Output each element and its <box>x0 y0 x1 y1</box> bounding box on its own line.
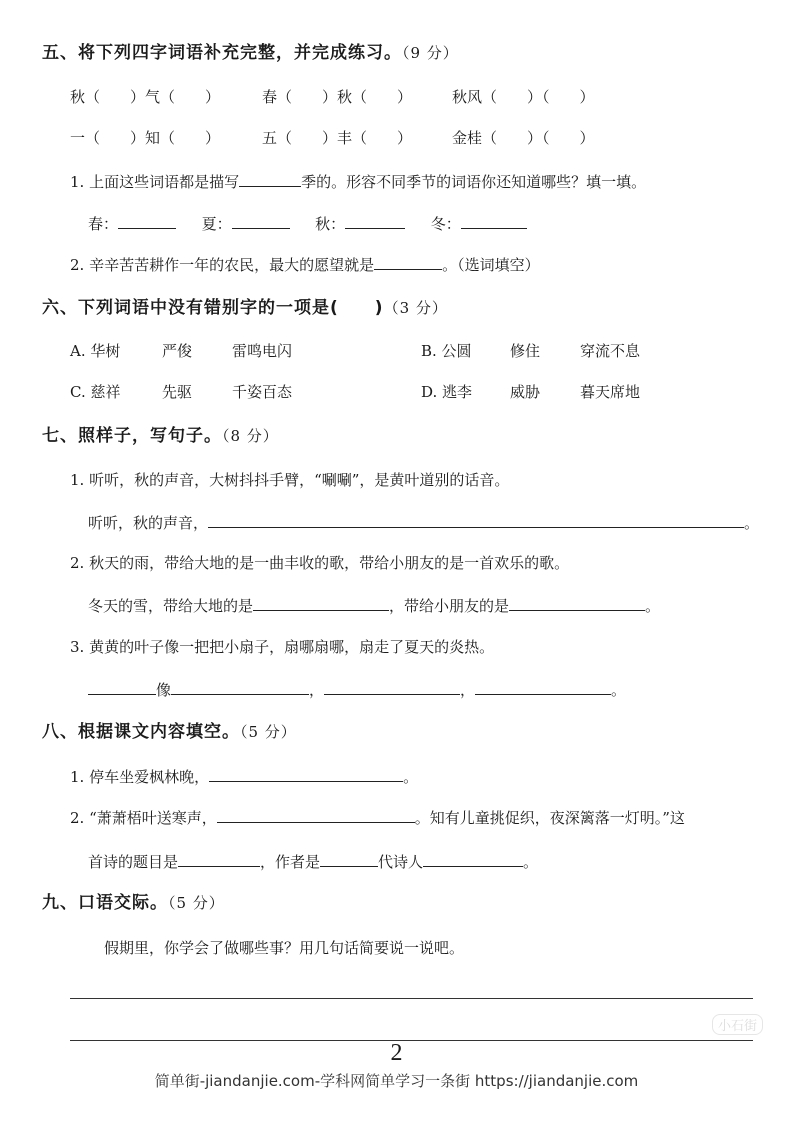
section-8-question-1 <box>70 765 418 788</box>
idiom-cell: 秋（ ）气（ ） <box>70 88 221 106</box>
answer-blank[interactable] <box>209 765 403 782</box>
option-b-word-2: 修住 <box>510 342 541 360</box>
season-label: 春： <box>88 215 119 233</box>
answer-blank[interactable] <box>320 850 378 867</box>
option-c-word-1: C. 慈祥 <box>70 383 121 401</box>
answer-blank[interactable] <box>374 253 442 270</box>
option-a-word-1: A. 华树 <box>70 342 121 360</box>
answer-blank[interactable] <box>461 212 527 229</box>
option-b-word-1: B. 公圆 <box>421 342 472 360</box>
period: 。 <box>611 681 627 699</box>
idiom-cell: 秋风（ ）（ ） <box>452 88 595 106</box>
idiom-cell: 五（ ）丰（ ） <box>262 129 413 147</box>
answer-blank[interactable] <box>88 678 156 695</box>
answer-blank[interactable] <box>208 511 744 528</box>
section-9-prompt: 假期里，你学会了做哪些事？用几句话简要说一说吧。 <box>104 939 465 957</box>
answer-blank[interactable] <box>509 594 645 611</box>
section-8-score: （5 分） <box>240 723 297 741</box>
answer-blank[interactable] <box>171 678 309 695</box>
section-9-heading <box>42 892 225 914</box>
section-7-question-2: 2. 秋天的雨，带给大地的是一曲丰收的歌，带给小朋友的是一首欢乐的歌。 <box>70 554 570 572</box>
answer-blank[interactable] <box>423 850 523 867</box>
question-text: 季的。形容不同季节的词语你还知道哪些？填一填。 <box>301 173 647 191</box>
section-7-question-3: 3. 黄黄的叶子像一把把小扇子，扇哪扇哪，扇走了夏天的炎热。 <box>70 638 495 656</box>
idiom-cell: 春（ ）秋（ ） <box>262 88 413 106</box>
answer-blank[interactable] <box>118 212 176 229</box>
section-9-title: 九、口语交际。 <box>42 893 168 913</box>
section-5-title: 五、将下列四字词语补充完整，并完成练习。 <box>42 43 402 63</box>
fill-prompt: 听听，秋的声音， <box>88 514 209 532</box>
writing-line[interactable] <box>70 998 753 999</box>
question-text: 1. 上面这些词语都是描写 <box>70 173 240 191</box>
section-5-question-2 <box>70 253 540 276</box>
option-a-word-2: 严俊 <box>162 342 193 360</box>
fill-prompt: 冬天的雪，带给大地的是 <box>88 597 254 615</box>
season-blanks <box>88 212 527 235</box>
question-text: 1. 停车坐爱枫林晚， <box>70 768 210 786</box>
option-c-word-2: 先驱 <box>162 383 193 401</box>
section-7-fill-2 <box>88 594 660 617</box>
season-label: 夏： <box>201 215 232 233</box>
season-label: 冬： <box>430 215 461 233</box>
fill-prompt: ，带给小朋友的是 <box>389 597 510 615</box>
section-5-score: （9 分） <box>402 44 459 62</box>
page-number: 2 <box>390 1040 403 1066</box>
section-5-question-1 <box>70 170 646 193</box>
option-d-word-2: 威胁 <box>510 383 541 401</box>
section-7-fill-1 <box>88 511 759 534</box>
section-6-heading <box>42 297 448 319</box>
section-7-score: （8 分） <box>222 427 279 445</box>
answer-blank[interactable] <box>217 806 415 823</box>
section-7-question-1: 1. 听听，秋的声音，大树抖抖手臂，“唰唰”，是黄叶道别的话音。 <box>70 471 510 489</box>
season-label: 秋： <box>315 215 346 233</box>
section-5-heading <box>42 42 459 64</box>
option-d-word-1: D. 逃李 <box>421 383 473 401</box>
period: 。 <box>744 514 760 532</box>
option-c-word-3: 千姿百态 <box>232 383 293 401</box>
section-7-heading <box>42 425 279 447</box>
question-text: 首诗的题目是 <box>88 853 179 871</box>
section-7-fill-3 <box>88 678 626 701</box>
section-6-title: 六、下列词语中没有错别字的一项是( <box>42 298 339 318</box>
question-text: 。知有儿童挑促织，夜深篱落一灯明。”这 <box>414 809 685 827</box>
comma: ， <box>309 681 325 699</box>
question-text: 2. “萧萧梧叶送寒声， <box>70 809 217 827</box>
answer-blank[interactable] <box>475 678 611 695</box>
fill-prompt: 像 <box>156 681 172 699</box>
section-7-title: 七、照样子，写句子。 <box>42 426 222 446</box>
section-8-heading <box>42 721 297 743</box>
section-6-score: （3 分） <box>383 299 448 317</box>
answer-blank[interactable] <box>345 212 405 229</box>
period: 。 <box>645 597 661 615</box>
question-text: 代诗人 <box>378 853 424 871</box>
section-8-question-2 <box>70 806 685 829</box>
idiom-cell: 金桂（ ）（ ） <box>452 129 595 147</box>
period: 。 <box>523 853 539 871</box>
option-a-word-3: 雷鸣电闪 <box>232 342 293 360</box>
question-text: 。（选词填空） <box>442 256 540 274</box>
comma: ， <box>460 681 476 699</box>
section-8-title: 八、根据课文内容填空。 <box>42 722 240 742</box>
answer-blank[interactable] <box>178 850 260 867</box>
watermark-logo: 小石街 <box>712 1014 763 1035</box>
footer-text: 简单街-jiandanjie.com-学科网简单学习一条街 https://jiandanjie.com <box>154 1072 639 1090</box>
section-6-title-close: ) <box>374 298 384 318</box>
idiom-cell: 一（ ）知（ ） <box>70 129 221 147</box>
question-text: ，作者是 <box>260 853 321 871</box>
answer-blank[interactable] <box>232 212 290 229</box>
option-b-word-3: 穿流不息 <box>580 342 641 360</box>
answer-blank[interactable] <box>253 594 389 611</box>
question-text: 2. 辛辛苦苦耕作一年的农民，最大的愿望就是 <box>70 256 375 274</box>
option-d-word-3: 暮天席地 <box>580 383 641 401</box>
answer-blank[interactable] <box>239 170 301 187</box>
section-8-question-2-line-2 <box>88 850 538 873</box>
section-9-score: （5 分） <box>168 894 225 912</box>
answer-blank[interactable] <box>324 678 460 695</box>
period: 。 <box>403 768 419 786</box>
